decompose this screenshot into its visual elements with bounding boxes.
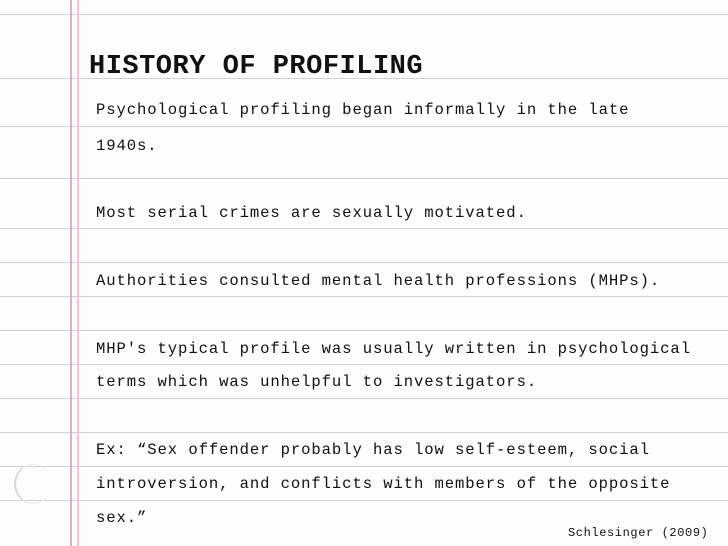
- ruled-line: [0, 466, 728, 467]
- ruled-line: [0, 398, 728, 399]
- ruled-line: [0, 330, 728, 331]
- body-line: sex.”: [96, 509, 148, 527]
- ruled-line: [0, 178, 728, 179]
- ruled-line: [0, 296, 728, 297]
- ruled-line: [0, 432, 728, 433]
- body-line: 1940s.: [96, 137, 158, 155]
- ruled-line: [0, 228, 728, 229]
- ruled-line: [0, 126, 728, 127]
- margin-line: [70, 0, 72, 546]
- ruled-line: [0, 262, 728, 263]
- ruled-line: [0, 364, 728, 365]
- slide-title: HISTORY OF PROFILING: [89, 52, 424, 82]
- body-line: MHP's typical profile was usually written in psychological: [96, 340, 691, 358]
- ruled-line: [0, 14, 728, 15]
- body-line: introversion, and conflicts with members of the opposite: [96, 475, 671, 493]
- body-line: Authorities consulted mental health professions (MHPs).: [96, 272, 661, 290]
- body-line: Psychological profiling began informally in the late: [96, 101, 630, 119]
- body-line: Ex: “Sex offender probably has low self-esteem, social: [96, 441, 650, 459]
- binder-hole-icon: [14, 464, 52, 504]
- body-line: Most serial crimes are sexually motivated.: [96, 204, 527, 222]
- margin-line: [77, 0, 79, 546]
- citation: Schlesinger (2009): [568, 526, 709, 540]
- body-line: terms which was unhelpful to investigators.: [96, 373, 538, 391]
- ruled-line: [0, 500, 728, 501]
